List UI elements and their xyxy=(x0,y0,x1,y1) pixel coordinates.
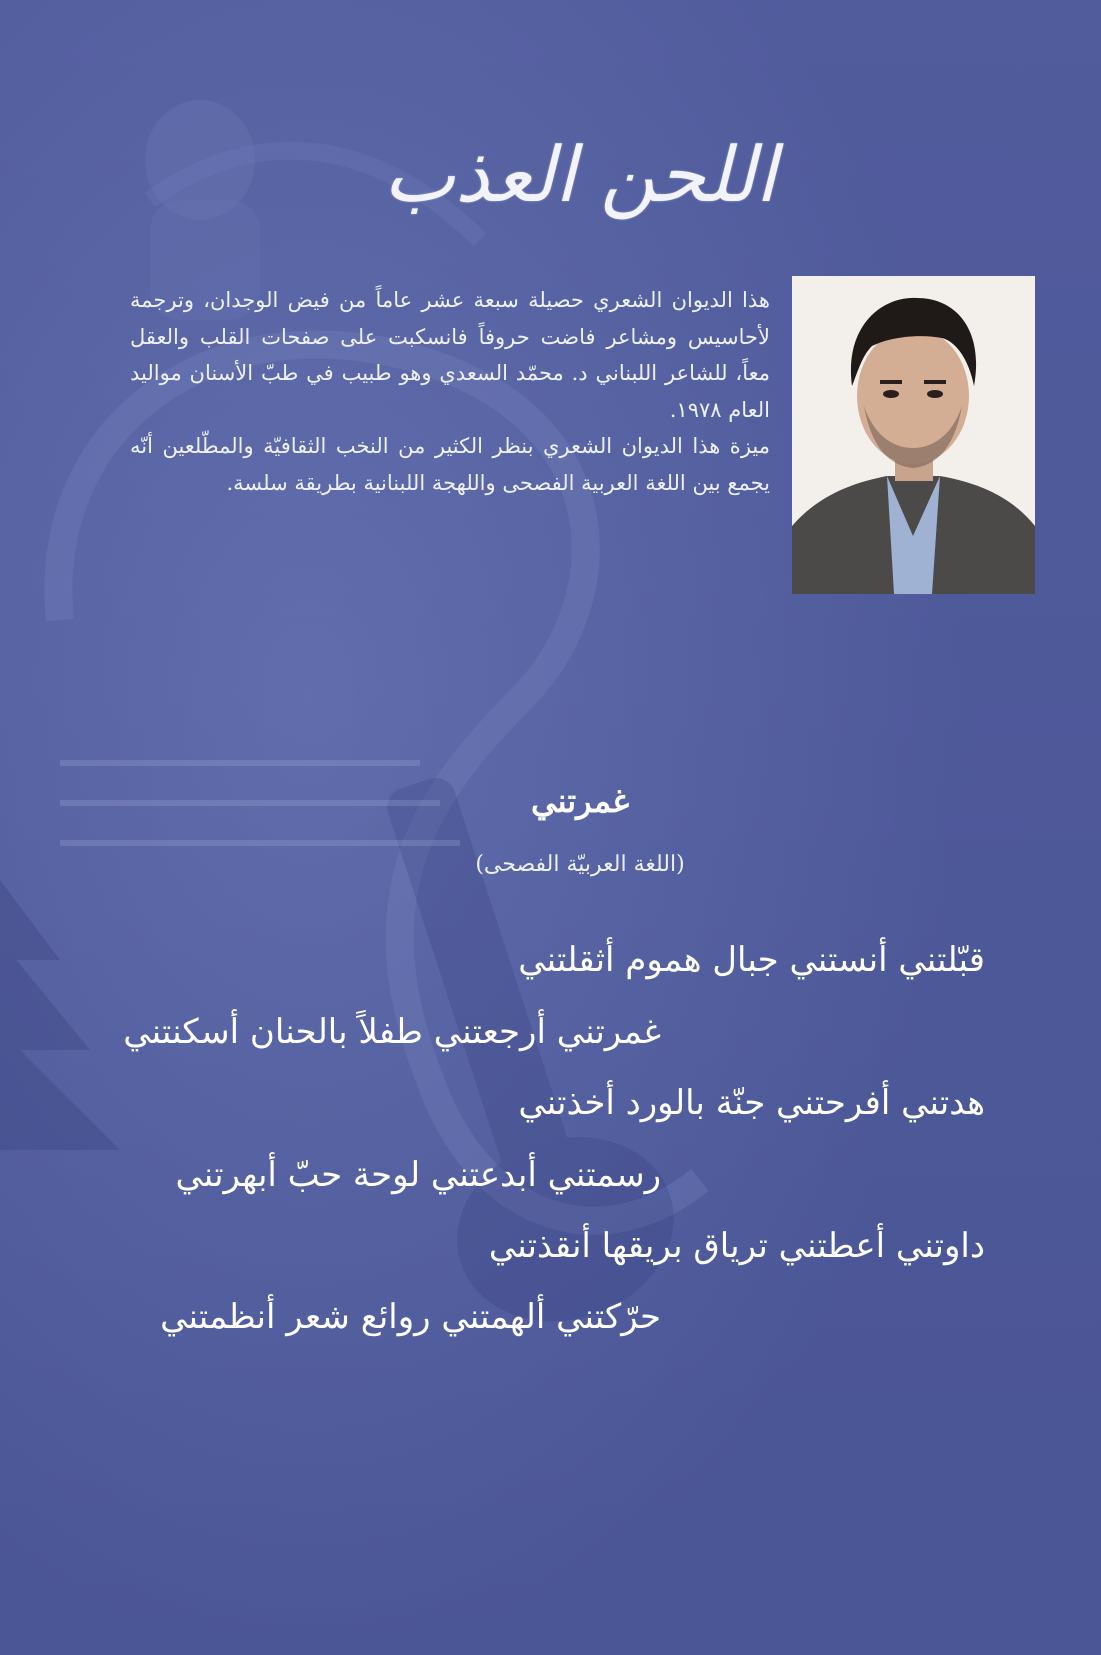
poem-verse: حرّكتني ألهمتني روائع شعر أنظمتني xyxy=(160,1297,661,1337)
poem-verse: رسمتني أبدعتني لوحة حبّ أبهرتني xyxy=(175,1155,661,1195)
poem-subtitle: (اللغة العربيّة الفصحى) xyxy=(475,852,685,877)
intro-text xyxy=(130,282,770,501)
book-title: اللحن العذب xyxy=(383,130,777,219)
author-portrait-image xyxy=(792,276,1035,594)
intro-paragraph: ميزة هذا الديوان الشعري بنظر الكثير من النخب الثقافيّة والمطّلعين أنّه يجمع بين اللغة العربية الفصحى واللهجة اللبنانية بطريقة سلسة. xyxy=(130,434,770,495)
poem-verse: داوتني أعطتني ترياق بريقها أنقذتني xyxy=(488,1226,985,1266)
poem-title: غمرتني xyxy=(530,782,630,820)
poem-verse: هدتني أفرحتني جنّة بالورد أخذتني xyxy=(518,1083,985,1123)
poem-verse: قبّلتني أنستني جبال هموم أثقلتني xyxy=(518,940,985,980)
intro-paragraph: هذا الديوان الشعري حصيلة سبعة عشر عاماً من فيض الوجدان، وترجمة لأحاسيس ومشاعر فاضت حروفاً فانسكبت على صفحات القلب والعقل معاً، للشاعر اللبناني د. محمّد السعدي وهو طبيب في طبّ الأسنان مواليد العام ١٩٧٨. xyxy=(130,288,770,422)
author-photo xyxy=(792,276,1035,594)
poem-verse: غمرتني أرجعتني طفلاً بالحنان أسكنتني xyxy=(123,1012,661,1052)
